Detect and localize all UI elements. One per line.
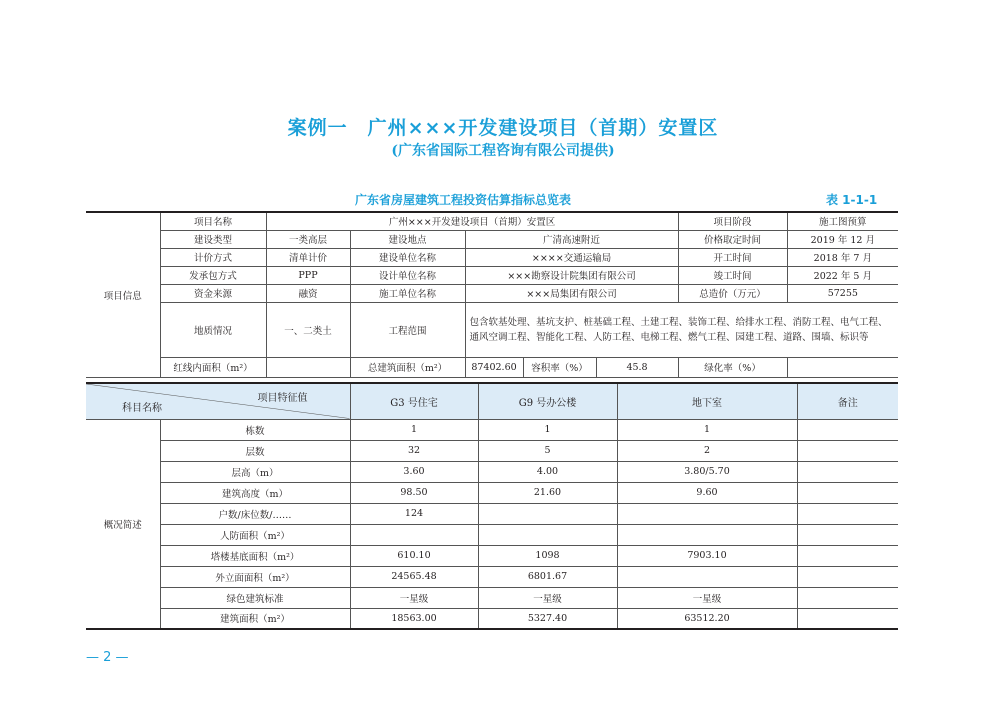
table-row — [86, 524, 898, 545]
cell: 红线内面积（m²） — [160, 357, 266, 377]
cell: 容积率（%） — [523, 357, 596, 377]
cell: 建设单位名称 — [350, 248, 465, 266]
cell: 4.00 — [478, 461, 617, 482]
cell: 施工单位名称 — [350, 284, 465, 302]
cell — [797, 503, 898, 524]
cell: 建设地点 — [350, 230, 465, 248]
cell — [617, 524, 797, 545]
row-label: 建筑面积（m²） — [160, 608, 350, 629]
cell: 广州×××开发建设项目（首期）安置区 — [266, 212, 678, 230]
cell: 87402.60 — [465, 357, 523, 377]
row-label: 塔楼基底面积（m²） — [160, 545, 350, 566]
row-label: 外立面面积（m²） — [160, 566, 350, 587]
cell — [266, 357, 350, 377]
cell: 45.8 — [596, 357, 678, 377]
cell: 发承包方式 — [160, 266, 266, 284]
table-row — [86, 230, 898, 248]
cell: 24565.48 — [350, 566, 478, 587]
cell — [478, 524, 617, 545]
table-row — [86, 566, 898, 587]
cell: 5327.40 — [478, 608, 617, 629]
cell: 一类高层 — [266, 230, 350, 248]
cell: 2022 年 5 月 — [787, 266, 898, 284]
table-row — [86, 587, 898, 608]
row-label: 栋数 — [160, 419, 350, 440]
table-row — [86, 482, 898, 503]
cell: 21.60 — [478, 482, 617, 503]
feature-header: 项目特征值 — [257, 393, 308, 404]
cell: 32 — [350, 440, 478, 461]
header-row — [86, 383, 898, 419]
cell: 计价方式 — [160, 248, 266, 266]
cell: 总造价（万元） — [678, 284, 787, 302]
cell: 一星级 — [617, 587, 797, 608]
cell: 设计单位名称 — [350, 266, 465, 284]
diagonal-header-cell — [86, 383, 350, 419]
cell: ×××局集团有限公司 — [465, 284, 678, 302]
row-label: 建筑高度（m） — [160, 482, 350, 503]
cell: 124 — [350, 503, 478, 524]
table-row — [86, 503, 898, 524]
row-label: 层数 — [160, 440, 350, 461]
cell: 总建筑面积（m²） — [350, 357, 465, 377]
cell: 一、二类土 — [266, 302, 350, 357]
overview-table — [86, 382, 898, 630]
row-label: 人防面积（m²） — [160, 524, 350, 545]
scope-cell: 包含软基处理、基坑支护、桩基础工程、土建工程、装饰工程、给排水工程、消防工程、电气工程、通风空调工程、智能化工程、人防工程、电梯工程、燃气工程、园建工程、道路、围墙、标识等 — [465, 302, 898, 357]
cell — [797, 482, 898, 503]
column-header: G3 号住宅 — [350, 383, 478, 419]
cell: 一星级 — [478, 587, 617, 608]
table-number: 表 1-1-1 — [826, 193, 878, 207]
table-row — [86, 357, 898, 377]
cell: 项目阶段 — [678, 212, 787, 230]
row-label: 户数/床位数/…… — [160, 503, 350, 524]
cell: 工程范围 — [350, 302, 465, 357]
cell: 18563.00 — [350, 608, 478, 629]
project-info-table — [86, 211, 898, 378]
cell: 一星级 — [350, 587, 478, 608]
cell: 地质情况 — [160, 302, 266, 357]
table-row — [86, 302, 898, 357]
cell: 57255 — [787, 284, 898, 302]
section-label: 概况简述 — [86, 419, 160, 629]
cell — [617, 503, 797, 524]
cell: 5 — [478, 440, 617, 461]
cell: 资金来源 — [160, 284, 266, 302]
case-subtitle: (广东省国际工程咨询有限公司提供) — [391, 143, 615, 159]
cell: 1 — [350, 419, 478, 440]
cell: PPP — [266, 266, 350, 284]
table-row — [86, 419, 898, 440]
cell: 63512.20 — [617, 608, 797, 629]
cell: 3.80/5.70 — [617, 461, 797, 482]
table-row — [86, 248, 898, 266]
cell: 绿化率（%） — [678, 357, 787, 377]
row-label: 绿色建筑标准 — [160, 587, 350, 608]
column-header: G9 号办公楼 — [478, 383, 617, 419]
cell: 1 — [617, 419, 797, 440]
table-row — [86, 440, 898, 461]
column-header: 备注 — [797, 383, 898, 419]
cell: ×××勘察设计院集团有限公司 — [465, 266, 678, 284]
cell: 7903.10 — [617, 545, 797, 566]
cell: 项目名称 — [160, 212, 266, 230]
cell: 融资 — [266, 284, 350, 302]
column-header: 地下室 — [617, 383, 797, 419]
cell: ××××交通运输局 — [465, 248, 678, 266]
cell — [350, 524, 478, 545]
subject-header: 科目名称 — [122, 402, 162, 414]
table-row — [86, 212, 898, 230]
cell — [797, 419, 898, 440]
cell — [617, 566, 797, 587]
cell: 6801.67 — [478, 566, 617, 587]
cell — [797, 461, 898, 482]
table-row — [86, 284, 898, 302]
table-title: 广东省房屋建筑工程投资估算指标总览表 — [355, 193, 572, 207]
row-label: 层高（m） — [160, 461, 350, 482]
cell: 98.50 — [350, 482, 478, 503]
table-row — [86, 545, 898, 566]
cell: 610.10 — [350, 545, 478, 566]
table-row — [86, 608, 898, 629]
page-number: — 2 — — [86, 650, 129, 665]
cell: 价格取定时间 — [678, 230, 787, 248]
cell: 建设类型 — [160, 230, 266, 248]
cell: 2018 年 7 月 — [787, 248, 898, 266]
cell: 3.60 — [350, 461, 478, 482]
cell: 竣工时间 — [678, 266, 787, 284]
cell: 2 — [617, 440, 797, 461]
cell: 1098 — [478, 545, 617, 566]
cell: 2019 年 12 月 — [787, 230, 898, 248]
case-title: 案例一 广州×××开发建设项目（首期）安置区 — [287, 117, 719, 139]
cell — [797, 587, 898, 608]
cell: 广清高速附近 — [465, 230, 678, 248]
cell: 9.60 — [617, 482, 797, 503]
table-row — [86, 266, 898, 284]
table-row — [86, 461, 898, 482]
cell — [787, 357, 898, 377]
cell — [797, 524, 898, 545]
cell: 1 — [478, 419, 617, 440]
cell — [797, 608, 898, 629]
cell — [478, 503, 617, 524]
cell: 清单计价 — [266, 248, 350, 266]
cell: 施工图预算 — [787, 212, 898, 230]
cell: 开工时间 — [678, 248, 787, 266]
cell — [797, 545, 898, 566]
cell — [797, 566, 898, 587]
section-label: 项目信息 — [86, 212, 160, 377]
cell — [797, 440, 898, 461]
